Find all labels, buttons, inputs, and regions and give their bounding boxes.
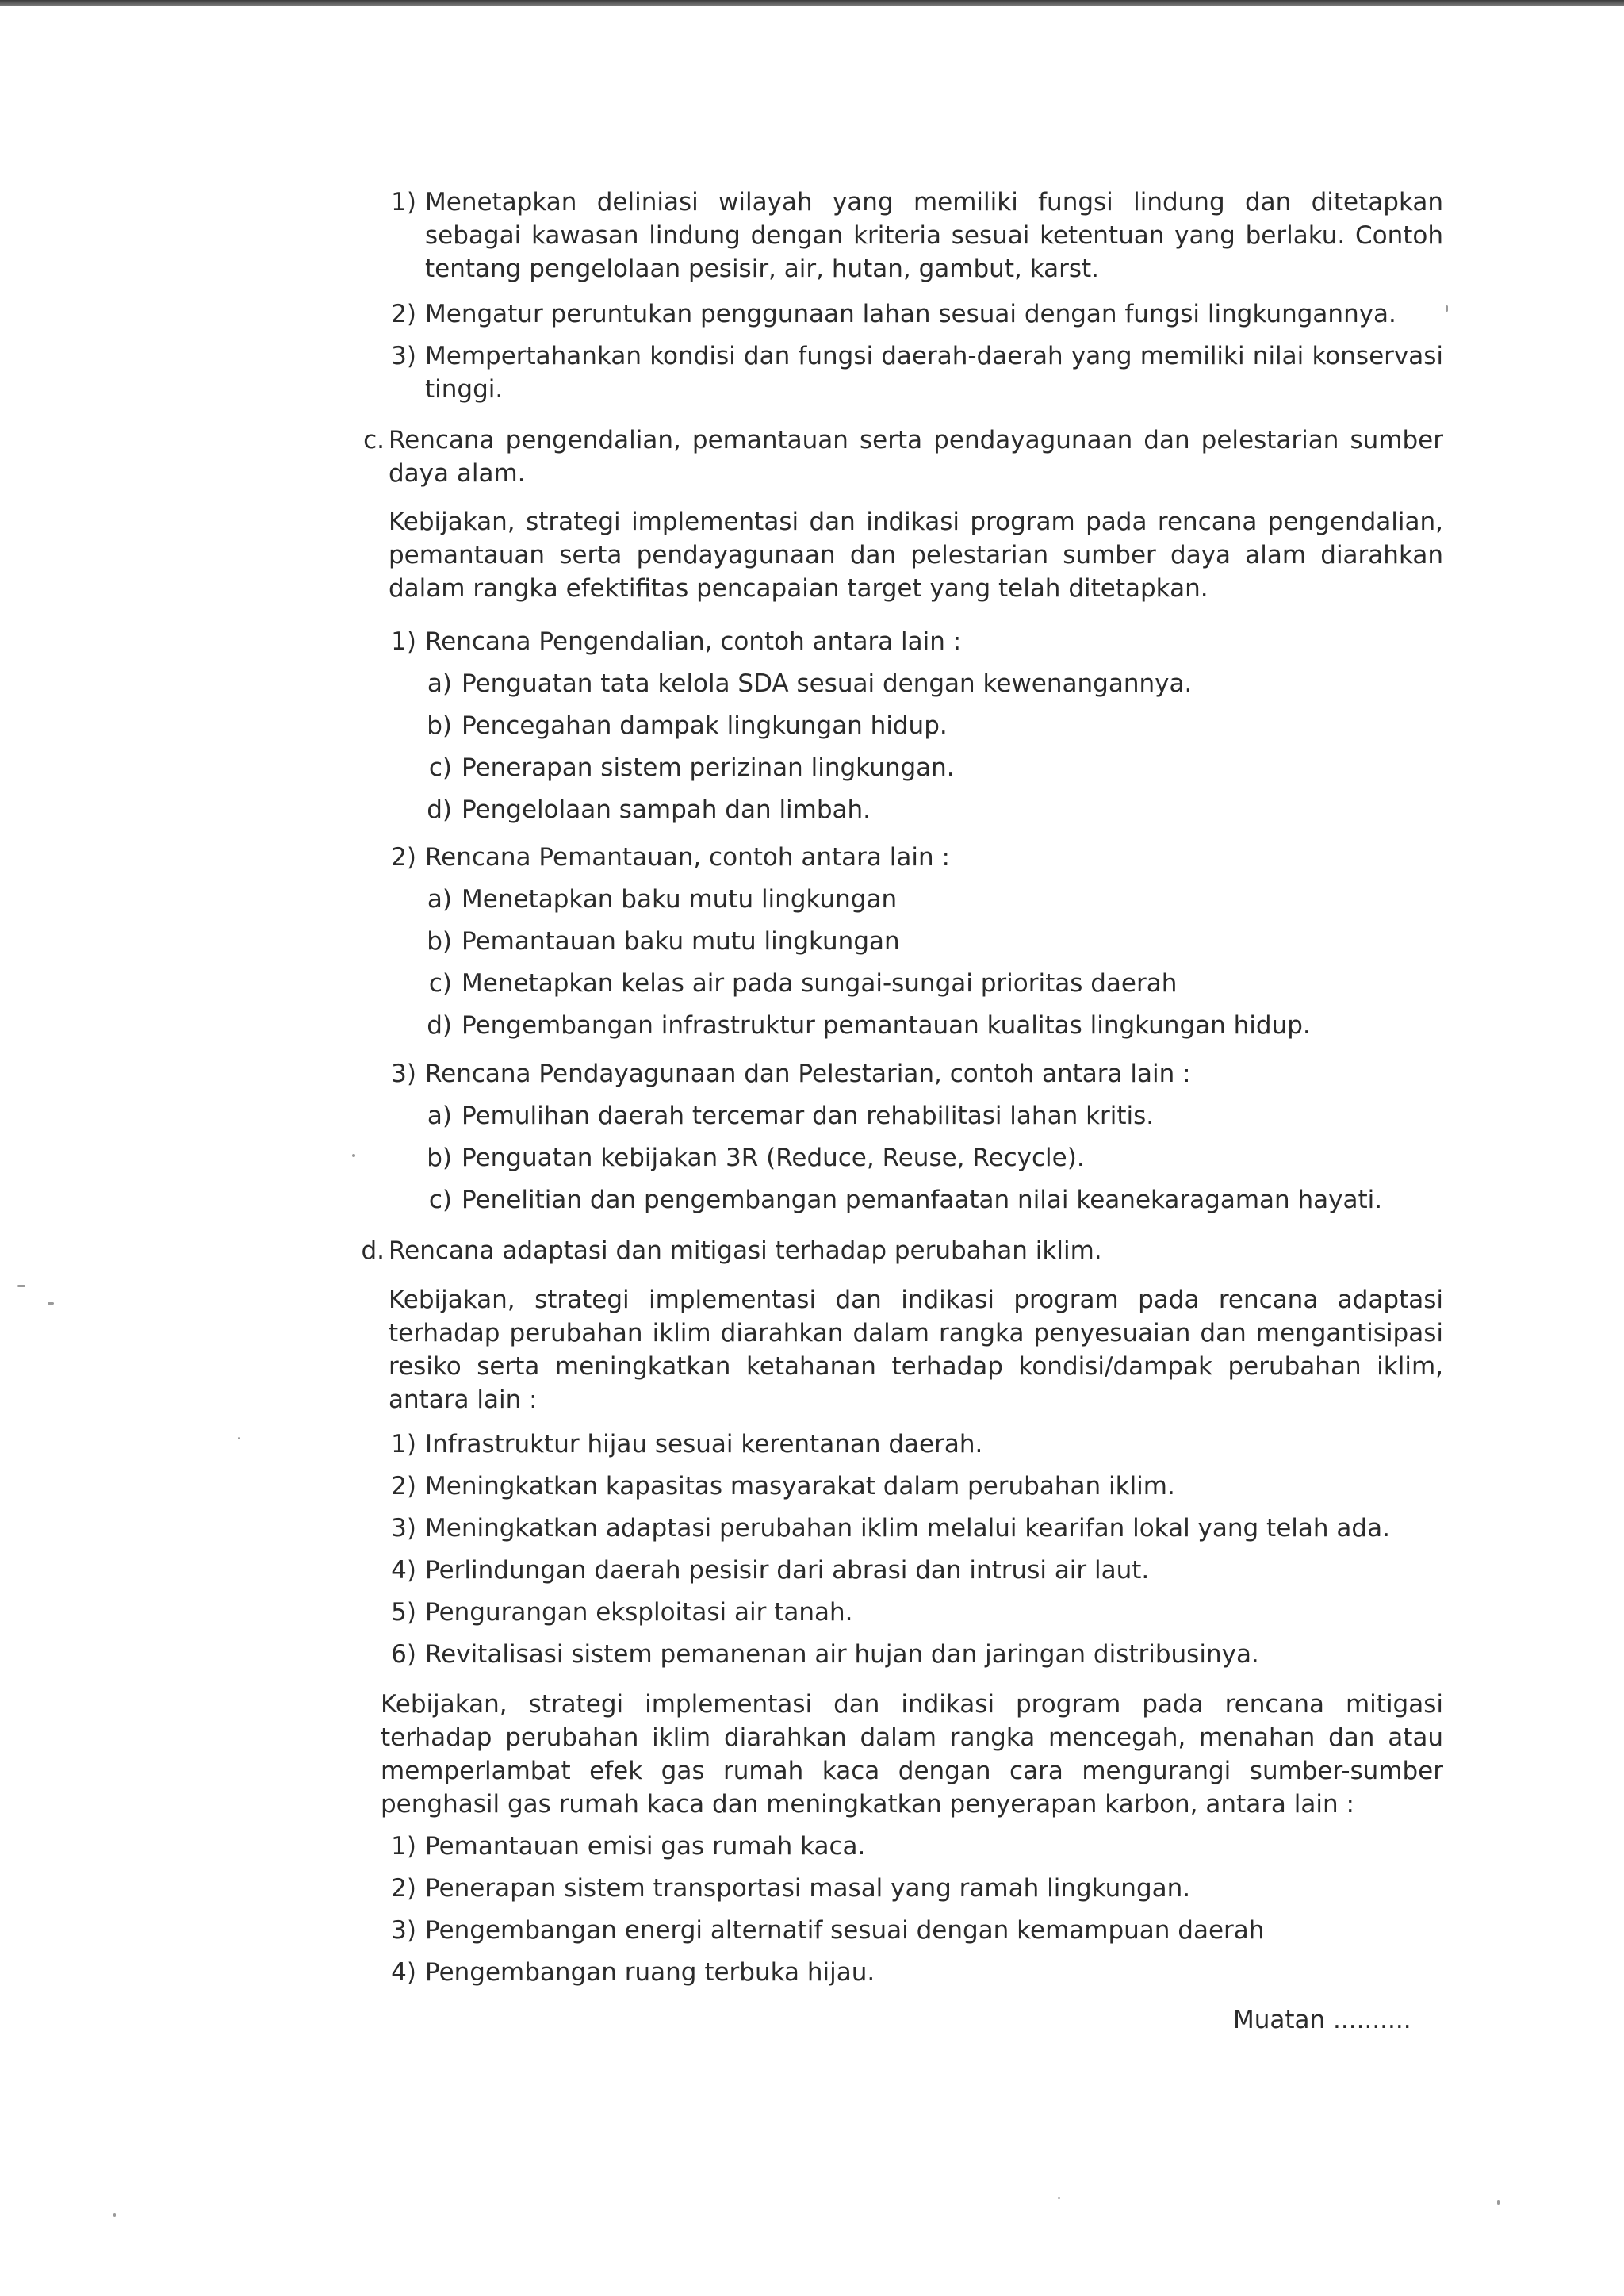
list-number: 6) bbox=[391, 1640, 416, 1669]
list-item-text: Penerapan sistem transportasi masal yang ramah lingkungan. bbox=[425, 1874, 1191, 1903]
list-number: 1) bbox=[391, 1430, 416, 1458]
list-number: 2) bbox=[391, 1874, 416, 1903]
list-number: 3) bbox=[391, 342, 416, 370]
list-item-text: Meningkatkan kapasitas masyarakat dalam perubahan iklim. bbox=[425, 1472, 1175, 1501]
scan-speck bbox=[113, 2213, 116, 2217]
item-letter: a) bbox=[427, 1102, 452, 1130]
item-text: Penerapan sistem perizinan lingkungan. bbox=[462, 753, 955, 782]
list-item-text: Meningkatkan adaptasi perubahan iklim melalui kearifan lokal yang telah ada. bbox=[425, 1514, 1390, 1543]
item-letter: d) bbox=[427, 1011, 452, 1040]
item-text: Pengembangan infrastruktur pemantauan kualitas lingkungan hidup. bbox=[462, 1011, 1311, 1040]
item-letter: a) bbox=[427, 669, 452, 698]
list-item-text: Revitalisasi sistem pemanenan air hujan dan jaringan distribusinya. bbox=[425, 1640, 1259, 1669]
list-item-text: Pengembangan ruang terbuka hijau. bbox=[425, 1958, 875, 1987]
list-item-text: Mengatur peruntukan penggunaan lahan sesuai dengan fungsi lingkungannya. bbox=[425, 300, 1396, 328]
list-number: 5) bbox=[391, 1598, 416, 1627]
item-letter: a) bbox=[427, 885, 452, 914]
list-number: 3) bbox=[391, 1514, 416, 1543]
list-item-text: Pengembangan energi alternatif sesuai dengan kemampuan daerah bbox=[425, 1916, 1265, 1945]
list-item-text: Infrastruktur hijau sesuai kerentanan daerah. bbox=[425, 1430, 983, 1458]
item-text: Pencegahan dampak lingkungan hidup. bbox=[462, 711, 948, 740]
item-letter: b) bbox=[427, 711, 452, 740]
scan-speck bbox=[1058, 2197, 1060, 2199]
item-letter: b) bbox=[427, 927, 452, 956]
item-letter: c) bbox=[428, 969, 452, 998]
item-letter: c) bbox=[428, 753, 452, 782]
item-letter: c) bbox=[428, 1186, 452, 1214]
item-text: Pemantauan baku mutu lingkungan bbox=[462, 927, 900, 956]
mitigasi-intro: Kebijakan, strategi implementasi dan indikasi program pada rencana mitigasi terhadap perubahan iklim diarahkan dalam rangka mencegah, menahan dan atau memperlambat efek gas rumah kaca dengan cara mengurangi sumber-sumber penghasil gas rumah kaca dan meningkatkan penyerapan karbon, antara lain : bbox=[381, 1690, 1443, 1819]
list-item-text: Pemantauan emisi gas rumah kaca. bbox=[425, 1832, 866, 1861]
group-title: Rencana Pendayagunaan dan Pelestarian, contoh antara lain : bbox=[425, 1060, 1191, 1088]
item-text: Pengelolaan sampah dan limbah. bbox=[462, 795, 871, 824]
list-number: 1) bbox=[391, 188, 416, 217]
section-intro: Kebijakan, strategi implementasi dan indikasi program pada rencana pengendalian, pemantauan serta pendayagunaan dan pelestarian sumber daya alam diarahkan dalam rangka efektifitas pencapaian target yang telah ditetapkan. bbox=[389, 508, 1443, 603]
section-label: d. bbox=[361, 1236, 385, 1265]
group-number: 3) bbox=[391, 1060, 416, 1088]
adaptasi-intro: Kebijakan, strategi implementasi dan indikasi program pada rencana adaptasi terhadap perubahan iklim diarahkan dalam rangka penyesuaian dan mengantisipasi resiko serta meningkatkan ketahanan terhadap kondisi/dampak perubahan iklim, antara lain : bbox=[389, 1286, 1443, 1414]
list-number: 1) bbox=[391, 1832, 416, 1861]
item-text: Menetapkan kelas air pada sungai-sungai prioritas daerah bbox=[462, 969, 1178, 998]
page-continuation: Muatan .......... bbox=[1233, 2006, 1411, 2034]
scan-speck bbox=[1446, 305, 1448, 312]
list-item-text: Mempertahankan kondisi dan fungsi daerah-daerah yang memiliki nilai konservasi tinggi. bbox=[425, 342, 1443, 404]
scan-speck bbox=[352, 1154, 355, 1157]
item-text: Penguatan tata kelola SDA sesuai dengan kewenangannya. bbox=[462, 669, 1193, 698]
section-heading: Rencana pengendalian, pemantauan serta pendayagunaan dan pelestarian sumber daya alam. bbox=[389, 426, 1443, 488]
list-number: 2) bbox=[391, 300, 416, 328]
scan-speck bbox=[48, 1302, 54, 1305]
list-item-text: Perlindungan daerah pesisir dari abrasi dan intrusi air laut. bbox=[425, 1556, 1150, 1585]
list-item-text: Menetapkan deliniasi wilayah yang memiliki fungsi lindung dan ditetapkan sebagai kawasan lindung dengan kriteria sesuai ketentuan yang berlaku. Contoh tentang pengelolaan pesisir, air, hutan, gambut, karst. bbox=[425, 188, 1443, 283]
group-title: Rencana Pemantauan, contoh antara lain : bbox=[425, 843, 950, 872]
group-title: Rencana Pengendalian, contoh antara lain : bbox=[425, 627, 962, 656]
item-text: Penguatan kebijakan 3R (Reduce, Reuse, Recycle). bbox=[462, 1144, 1085, 1172]
list-number: 4) bbox=[391, 1556, 416, 1585]
list-number: 2) bbox=[391, 1472, 416, 1501]
section-heading: Rencana adaptasi dan mitigasi terhadap perubahan iklim. bbox=[389, 1236, 1102, 1265]
group-number: 1) bbox=[391, 627, 416, 656]
item-letter: b) bbox=[427, 1144, 452, 1172]
scan-speck bbox=[17, 1285, 25, 1287]
list-number: 3) bbox=[391, 1916, 416, 1945]
item-text: Pemulihan daerah tercemar dan rehabilitasi lahan kritis. bbox=[462, 1102, 1155, 1130]
scan-speck bbox=[238, 1437, 240, 1439]
scan-speck bbox=[1497, 2200, 1500, 2205]
item-letter: d) bbox=[427, 795, 452, 824]
item-text: Penelitian dan pengembangan pemanfaatan nilai keanekaragaman hayati. bbox=[462, 1186, 1383, 1214]
list-number: 4) bbox=[391, 1958, 416, 1987]
section-label: c. bbox=[363, 426, 385, 454]
group-number: 2) bbox=[391, 843, 416, 872]
item-text: Menetapkan baku mutu lingkungan bbox=[462, 885, 898, 914]
list-item-text: Pengurangan eksploitasi air tanah. bbox=[425, 1598, 853, 1627]
